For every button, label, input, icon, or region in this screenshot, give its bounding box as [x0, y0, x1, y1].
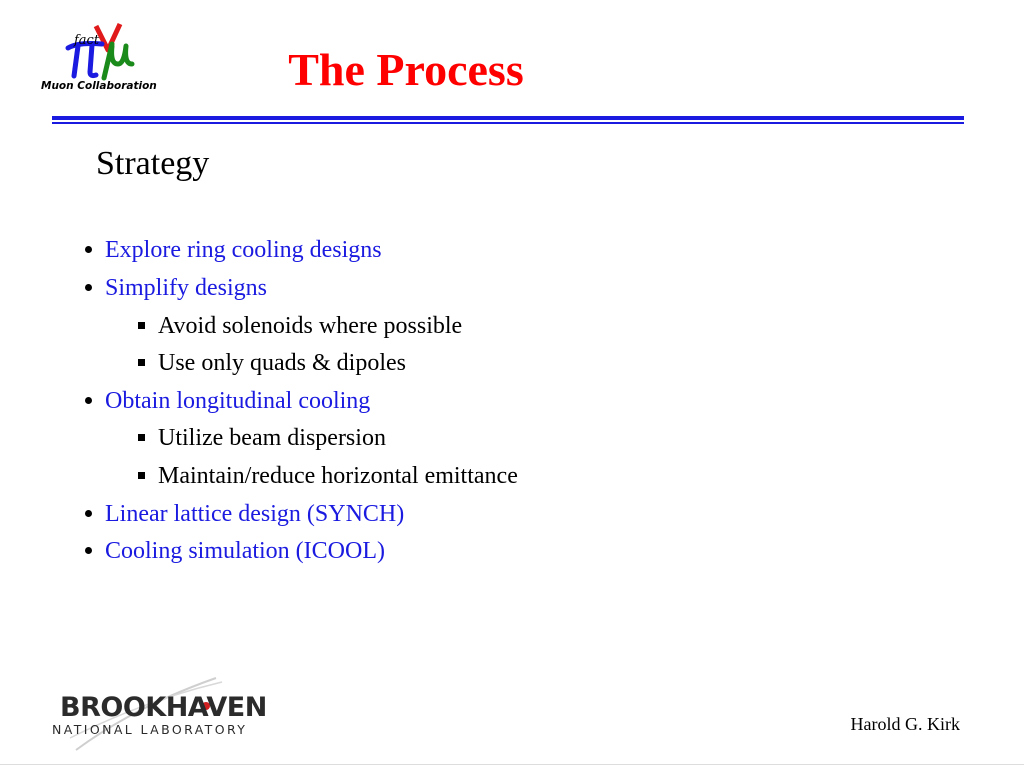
- bullet-dot-icon: [85, 397, 92, 404]
- logo-caption: Muon Collaboration: [41, 80, 157, 92]
- bullet-item: Cooling simulation (ICOOL): [85, 533, 385, 569]
- fact-text: fact: [74, 33, 100, 48]
- org-subtitle: NATIONAL LABORATORY: [52, 722, 248, 737]
- footer-divider: [0, 764, 1024, 765]
- sub-bullet-item: Avoid solenoids where possible: [138, 308, 462, 344]
- slide-title: The Process: [288, 44, 524, 95]
- bullet-square-icon: [138, 472, 145, 479]
- sub-bullet-item: Use only quads & dipoles: [138, 345, 406, 381]
- bullet-dot-icon: [85, 284, 92, 291]
- bullet-square-icon: [138, 322, 145, 329]
- bullet-item: Simplify designs: [85, 270, 267, 306]
- bullet-dot-icon: [85, 246, 92, 253]
- title-divider: [52, 116, 964, 125]
- sub-bullet-item: Utilize beam dispersion: [138, 420, 386, 456]
- brookhaven-logo: [46, 676, 276, 756]
- bullet-dot-icon: [85, 510, 92, 517]
- org-name: BROOKHAVEN: [60, 692, 267, 723]
- bullet-item: Explore ring cooling designs: [85, 232, 382, 268]
- bullet-dot-icon: [85, 547, 92, 554]
- bullet-square-icon: [138, 434, 145, 441]
- section-heading: Strategy: [96, 145, 210, 182]
- bullet-square-icon: [138, 359, 145, 366]
- bullet-item: Linear lattice design (SYNCH): [85, 496, 404, 532]
- author-name: Harold G. Kirk: [850, 714, 960, 734]
- bullet-item: Obtain longitudinal cooling: [85, 383, 370, 419]
- sub-bullet-item: Maintain/reduce horizontal emittance: [138, 458, 518, 494]
